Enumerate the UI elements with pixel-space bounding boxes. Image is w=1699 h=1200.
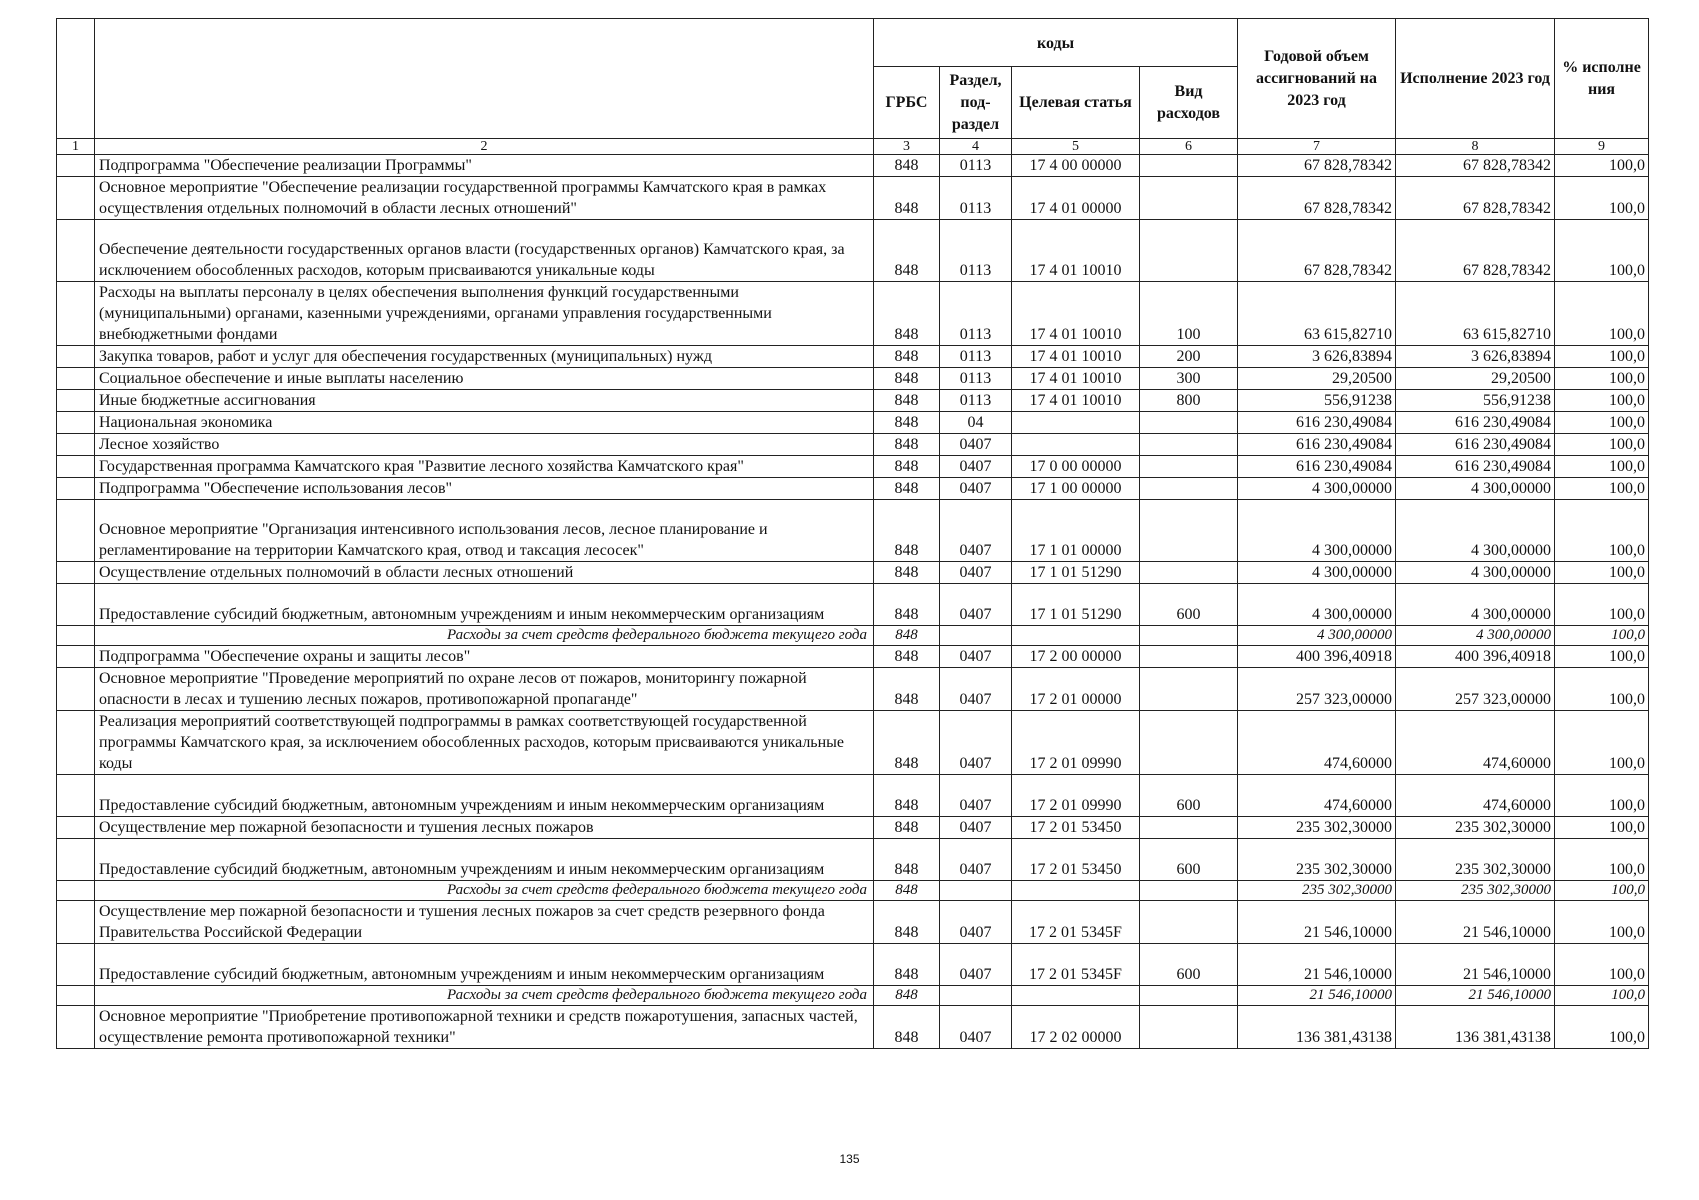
execution-percent: 100,0	[1555, 711, 1649, 775]
table-row	[57, 944, 1649, 986]
section-code: 0407	[940, 500, 1012, 562]
annual-amount: 474,60000	[1238, 711, 1396, 775]
annual-amount: 235 302,30000	[1238, 839, 1396, 881]
annual-amount: 4 300,00000	[1238, 478, 1396, 500]
section-code: 0113	[940, 155, 1012, 177]
annual-amount: 29,20500	[1238, 368, 1396, 390]
execution-amount: 4 300,00000	[1396, 626, 1555, 646]
grbs-code: 848	[874, 434, 940, 456]
item-name: Обеспечение деятельности государственных органов власти (государственных органов) Камчатского края, за исключением обособленных расходов, которым присваиваются уникальные коды	[95, 220, 874, 282]
item-name: Закупка товаров, работ и услуг для обеспечения государственных (муниципальных) нужд	[95, 346, 874, 368]
col-number: 6	[1140, 139, 1238, 155]
header-expense-type: Вид расходов	[1140, 67, 1238, 139]
expense-type-code: 200	[1140, 346, 1238, 368]
target-code: 17 2 01 53450	[1012, 839, 1140, 881]
expense-type-code: 600	[1140, 839, 1238, 881]
table-row	[57, 646, 1649, 668]
item-name: Основное мероприятие "Обеспечение реализации государственной программы Камчатского края в рамках осуществления отдельных полномочий в области лесных отношений"	[95, 177, 874, 220]
section-code: 0113	[940, 390, 1012, 412]
section-code: 0407	[940, 711, 1012, 775]
grbs-code: 848	[874, 944, 940, 986]
grbs-code: 848	[874, 668, 940, 711]
item-name: Лесное хозяйство	[95, 434, 874, 456]
execution-amount: 4 300,00000	[1396, 562, 1555, 584]
section-code: 0113	[940, 220, 1012, 282]
execution-amount: 400 396,40918	[1396, 646, 1555, 668]
table-row	[57, 1006, 1649, 1049]
section-code: 0407	[940, 584, 1012, 626]
section-code: 0407	[940, 646, 1012, 668]
execution-percent: 100,0	[1555, 562, 1649, 584]
table-row	[57, 584, 1649, 626]
row-index-cell	[57, 412, 95, 434]
section-code: 0113	[940, 368, 1012, 390]
row-index-cell	[57, 220, 95, 282]
grbs-code: 848	[874, 368, 940, 390]
execution-percent: 100,0	[1555, 390, 1649, 412]
expense-type-code: 600	[1140, 775, 1238, 817]
execution-percent: 100,0	[1555, 500, 1649, 562]
annual-amount: 235 302,30000	[1238, 881, 1396, 901]
row-index-cell	[57, 881, 95, 901]
target-code	[1012, 626, 1140, 646]
grbs-code: 848	[874, 390, 940, 412]
item-name: Реализация мероприятий соответствующей подпрограммы в рамках соответствующей государственной программы Камчатского края, за исключением обособленных расходов, которым присваиваются уникальные коды	[95, 711, 874, 775]
section-code: 0407	[940, 817, 1012, 839]
item-name: Социальное обеспечение и иные выплаты населению	[95, 368, 874, 390]
row-index-cell	[57, 390, 95, 412]
execution-percent: 100,0	[1555, 282, 1649, 346]
expense-type-code	[1140, 220, 1238, 282]
grbs-code: 848	[874, 901, 940, 944]
row-index-cell	[57, 562, 95, 584]
expense-type-code	[1140, 1006, 1238, 1049]
grbs-code: 848	[874, 986, 940, 1006]
target-code: 17 2 01 09990	[1012, 775, 1140, 817]
execution-percent: 100,0	[1555, 668, 1649, 711]
row-index-cell	[57, 646, 95, 668]
row-index-cell	[57, 626, 95, 646]
row-index-cell	[57, 434, 95, 456]
grbs-code: 848	[874, 412, 940, 434]
table-row	[57, 839, 1649, 881]
row-index-cell	[57, 944, 95, 986]
execution-amount: 235 302,30000	[1396, 817, 1555, 839]
execution-percent: 100,0	[1555, 155, 1649, 177]
execution-percent: 100,0	[1555, 626, 1649, 646]
row-index-cell	[57, 668, 95, 711]
table-row	[57, 155, 1649, 177]
table-header	[57, 19, 1649, 155]
grbs-code: 848	[874, 646, 940, 668]
execution-amount: 4 300,00000	[1396, 584, 1555, 626]
table-row	[57, 562, 1649, 584]
target-code: 17 2 01 53450	[1012, 817, 1140, 839]
execution-percent: 100,0	[1555, 944, 1649, 986]
execution-amount: 29,20500	[1396, 368, 1555, 390]
section-code	[940, 986, 1012, 1006]
row-index-cell	[57, 346, 95, 368]
table-row	[57, 711, 1649, 775]
section-code	[940, 881, 1012, 901]
annual-amount: 4 300,00000	[1238, 562, 1396, 584]
grbs-code: 848	[874, 562, 940, 584]
execution-percent: 100,0	[1555, 986, 1649, 1006]
item-name: Национальная экономика	[95, 412, 874, 434]
annual-amount: 21 546,10000	[1238, 986, 1396, 1006]
target-code: 17 2 01 5345F	[1012, 944, 1140, 986]
header-target: Целевая статья	[1012, 67, 1140, 139]
expense-type-code	[1140, 434, 1238, 456]
execution-amount: 67 828,78342	[1396, 220, 1555, 282]
annual-amount: 4 300,00000	[1238, 626, 1396, 646]
budget-table-sheet	[56, 18, 1649, 1049]
section-code: 0407	[940, 839, 1012, 881]
annual-amount: 63 615,82710	[1238, 282, 1396, 346]
annual-amount: 67 828,78342	[1238, 220, 1396, 282]
row-index-cell	[57, 500, 95, 562]
annual-amount: 400 396,40918	[1238, 646, 1396, 668]
grbs-code: 848	[874, 839, 940, 881]
target-code: 17 4 01 10010	[1012, 282, 1140, 346]
header-empty-name	[95, 19, 874, 139]
target-code	[1012, 434, 1140, 456]
section-code: 0407	[940, 434, 1012, 456]
expense-type-code	[1140, 456, 1238, 478]
execution-percent: 100,0	[1555, 220, 1649, 282]
expense-type-code: 300	[1140, 368, 1238, 390]
grbs-code: 848	[874, 282, 940, 346]
expense-type-code: 600	[1140, 944, 1238, 986]
header-grbs: ГРБС	[874, 67, 940, 139]
item-name: Государственная программа Камчатского края "Развитие лесного хозяйства Камчатского края"	[95, 456, 874, 478]
execution-amount: 67 828,78342	[1396, 177, 1555, 220]
execution-amount: 67 828,78342	[1396, 155, 1555, 177]
execution-amount: 556,91238	[1396, 390, 1555, 412]
target-code	[1012, 986, 1140, 1006]
execution-amount: 616 230,49084	[1396, 412, 1555, 434]
target-code: 17 2 01 09990	[1012, 711, 1140, 775]
grbs-code: 848	[874, 817, 940, 839]
item-name: Осуществление мер пожарной безопасности и тушения лесных пожаров за счет средств резервного фонда Правительства Российской Федерации	[95, 901, 874, 944]
target-code: 17 1 01 51290	[1012, 584, 1140, 626]
expense-type-code	[1140, 986, 1238, 1006]
item-name: Основное мероприятие "Организация интенсивного использования лесов, лесное планирование и регламентирование на территории Камчатского края, отвод и таксация лесосек"	[95, 500, 874, 562]
header-empty-num	[57, 19, 95, 139]
header-section: Раздел, под-раздел	[940, 67, 1012, 139]
target-code: 17 2 00 00000	[1012, 646, 1140, 668]
section-code: 0113	[940, 177, 1012, 220]
execution-percent: 100,0	[1555, 901, 1649, 944]
column-number-row	[57, 139, 1649, 155]
item-name: Предоставление субсидий бюджетным, автономным учреждениям и иным некоммерческим организациям	[95, 775, 874, 817]
target-code: 17 4 01 10010	[1012, 346, 1140, 368]
execution-amount: 4 300,00000	[1396, 478, 1555, 500]
col-number: 3	[874, 139, 940, 155]
row-index-cell	[57, 817, 95, 839]
row-index-cell	[57, 478, 95, 500]
grbs-code: 848	[874, 177, 940, 220]
item-name: Подпрограмма "Обеспечение реализации Программы"	[95, 155, 874, 177]
section-code: 0407	[940, 456, 1012, 478]
target-code: 17 2 02 00000	[1012, 1006, 1140, 1049]
expense-type-code	[1140, 668, 1238, 711]
table-row	[57, 901, 1649, 944]
table-row	[57, 668, 1649, 711]
grbs-code: 848	[874, 155, 940, 177]
section-code: 0407	[940, 1006, 1012, 1049]
annual-amount: 21 546,10000	[1238, 901, 1396, 944]
expense-type-code	[1140, 626, 1238, 646]
execution-percent: 100,0	[1555, 456, 1649, 478]
expense-type-code	[1140, 412, 1238, 434]
item-name: Подпрограмма "Обеспечение использования лесов"	[95, 478, 874, 500]
section-code: 0407	[940, 901, 1012, 944]
table-row	[57, 390, 1649, 412]
expense-type-code	[1140, 646, 1238, 668]
table-row	[57, 282, 1649, 346]
execution-percent: 100,0	[1555, 881, 1649, 901]
table-row	[57, 412, 1649, 434]
col-number: 9	[1555, 139, 1649, 155]
expense-type-code: 600	[1140, 584, 1238, 626]
section-code: 0113	[940, 346, 1012, 368]
execution-percent: 100,0	[1555, 346, 1649, 368]
execution-percent: 100,0	[1555, 412, 1649, 434]
section-code: 04	[940, 412, 1012, 434]
row-index-cell	[57, 155, 95, 177]
execution-amount: 474,60000	[1396, 775, 1555, 817]
target-code: 17 1 01 00000	[1012, 500, 1140, 562]
target-code: 17 0 00 00000	[1012, 456, 1140, 478]
item-name: Предоставление субсидий бюджетным, автономным учреждениям и иным некоммерческим организациям	[95, 944, 874, 986]
annual-amount: 616 230,49084	[1238, 456, 1396, 478]
row-index-cell	[57, 456, 95, 478]
row-index-cell	[57, 177, 95, 220]
target-code: 17 1 01 51290	[1012, 562, 1140, 584]
expense-type-code	[1140, 500, 1238, 562]
execution-percent: 100,0	[1555, 839, 1649, 881]
execution-amount: 21 546,10000	[1396, 944, 1555, 986]
annual-amount: 616 230,49084	[1238, 412, 1396, 434]
execution-amount: 616 230,49084	[1396, 456, 1555, 478]
execution-amount: 63 615,82710	[1396, 282, 1555, 346]
table-row	[57, 817, 1649, 839]
annual-amount: 136 381,43138	[1238, 1006, 1396, 1049]
expense-type-code	[1140, 562, 1238, 584]
federal-subtotal-row	[57, 881, 1649, 901]
execution-amount: 474,60000	[1396, 711, 1555, 775]
execution-percent: 100,0	[1555, 434, 1649, 456]
grbs-code: 848	[874, 1006, 940, 1049]
table-row	[57, 368, 1649, 390]
item-name: Расходы за счет средств федерального бюджета текущего года	[95, 626, 874, 646]
col-number: 5	[1012, 139, 1140, 155]
target-code: 17 4 00 00000	[1012, 155, 1140, 177]
grbs-code: 848	[874, 500, 940, 562]
execution-amount: 3 626,83894	[1396, 346, 1555, 368]
expense-type-code	[1140, 478, 1238, 500]
expense-type-code	[1140, 177, 1238, 220]
item-name: Подпрограмма "Обеспечение охраны и защиты лесов"	[95, 646, 874, 668]
section-code: 0407	[940, 668, 1012, 711]
header-percent: % исполне ния	[1555, 19, 1649, 139]
table-row	[57, 456, 1649, 478]
annual-amount: 67 828,78342	[1238, 177, 1396, 220]
item-name: Иные бюджетные ассигнования	[95, 390, 874, 412]
target-code: 17 2 01 5345F	[1012, 901, 1140, 944]
item-name: Осуществление мер пожарной безопасности и тушения лесных пожаров	[95, 817, 874, 839]
item-name: Основное мероприятие "Проведение мероприятий по охране лесов от пожаров, мониторингу пожарной опасности в лесах и тушению лесных пожаров, противопожарной пропаганде"	[95, 668, 874, 711]
row-index-cell	[57, 711, 95, 775]
expense-type-code	[1140, 155, 1238, 177]
table-row	[57, 220, 1649, 282]
table-row	[57, 434, 1649, 456]
target-code: 17 4 01 10010	[1012, 368, 1140, 390]
execution-amount: 235 302,30000	[1396, 839, 1555, 881]
header-execution: Исполнение 2023 год	[1396, 19, 1555, 139]
row-index-cell	[57, 1006, 95, 1049]
table-row	[57, 177, 1649, 220]
section-code: 0113	[940, 282, 1012, 346]
execution-percent: 100,0	[1555, 775, 1649, 817]
col-number: 2	[95, 139, 874, 155]
col-number: 7	[1238, 139, 1396, 155]
grbs-code: 848	[874, 711, 940, 775]
execution-amount: 235 302,30000	[1396, 881, 1555, 901]
item-name: Расходы на выплаты персоналу в целях обеспечения выполнения функций государственными (муниципальными) органами, казенными учреждениями, органами управления государственными внебюджетными фондами	[95, 282, 874, 346]
col-number: 1	[57, 139, 95, 155]
execution-amount: 257 323,00000	[1396, 668, 1555, 711]
table-row	[57, 775, 1649, 817]
expense-type-code: 100	[1140, 282, 1238, 346]
annual-amount: 235 302,30000	[1238, 817, 1396, 839]
item-name: Предоставление субсидий бюджетным, автономным учреждениям и иным некоммерческим организациям	[95, 839, 874, 881]
annual-amount: 616 230,49084	[1238, 434, 1396, 456]
execution-percent: 100,0	[1555, 177, 1649, 220]
target-code: 17 1 00 00000	[1012, 478, 1140, 500]
annual-amount: 3 626,83894	[1238, 346, 1396, 368]
table-row	[57, 478, 1649, 500]
target-code: 17 4 01 00000	[1012, 177, 1140, 220]
header-codes: коды	[874, 19, 1238, 67]
section-code: 0407	[940, 478, 1012, 500]
federal-subtotal-row	[57, 626, 1649, 646]
row-index-cell	[57, 282, 95, 346]
target-code: 17 2 01 00000	[1012, 668, 1140, 711]
grbs-code: 848	[874, 584, 940, 626]
target-code: 17 4 01 10010	[1012, 390, 1140, 412]
expense-type-code	[1140, 881, 1238, 901]
col-number: 4	[940, 139, 1012, 155]
annual-amount: 474,60000	[1238, 775, 1396, 817]
annual-amount: 67 828,78342	[1238, 155, 1396, 177]
expense-type-code: 800	[1140, 390, 1238, 412]
row-index-cell	[57, 901, 95, 944]
row-index-cell	[57, 368, 95, 390]
annual-amount: 4 300,00000	[1238, 500, 1396, 562]
grbs-code: 848	[874, 220, 940, 282]
execution-percent: 100,0	[1555, 584, 1649, 626]
execution-amount: 136 381,43138	[1396, 1006, 1555, 1049]
target-code	[1012, 881, 1140, 901]
execution-percent: 100,0	[1555, 368, 1649, 390]
item-name: Осуществление отдельных полномочий в области лесных отношений	[95, 562, 874, 584]
item-name: Расходы за счет средств федерального бюджета текущего года	[95, 881, 874, 901]
execution-percent: 100,0	[1555, 646, 1649, 668]
header-annual: Годовой объем ассигнований на 2023 год	[1238, 19, 1396, 139]
table-row	[57, 500, 1649, 562]
row-index-cell	[57, 986, 95, 1006]
grbs-code: 848	[874, 456, 940, 478]
expense-type-code	[1140, 817, 1238, 839]
section-code	[940, 626, 1012, 646]
execution-percent: 100,0	[1555, 817, 1649, 839]
grbs-code: 848	[874, 881, 940, 901]
annual-amount: 21 546,10000	[1238, 944, 1396, 986]
col-number: 8	[1396, 139, 1555, 155]
row-index-cell	[57, 584, 95, 626]
section-code: 0407	[940, 944, 1012, 986]
target-code	[1012, 412, 1140, 434]
grbs-code: 848	[874, 346, 940, 368]
page-number: 135	[839, 1152, 860, 1166]
execution-amount: 21 546,10000	[1396, 901, 1555, 944]
budget-execution-table	[56, 18, 1649, 1049]
annual-amount: 556,91238	[1238, 390, 1396, 412]
item-name: Основное мероприятие "Приобретение противопожарной техники и средств пожаротушения, запасных частей, осуществление ремонта противопожарной техники"	[95, 1006, 874, 1049]
item-name: Предоставление субсидий бюджетным, автономным учреждениям и иным некоммерческим организациям	[95, 584, 874, 626]
table-body	[57, 155, 1649, 1049]
row-index-cell	[57, 839, 95, 881]
annual-amount: 4 300,00000	[1238, 584, 1396, 626]
execution-amount: 616 230,49084	[1396, 434, 1555, 456]
grbs-code: 848	[874, 626, 940, 646]
row-index-cell	[57, 775, 95, 817]
section-code: 0407	[940, 562, 1012, 584]
execution-percent: 100,0	[1555, 478, 1649, 500]
execution-percent: 100,0	[1555, 1006, 1649, 1049]
federal-subtotal-row	[57, 986, 1649, 1006]
item-name: Расходы за счет средств федерального бюджета текущего года	[95, 986, 874, 1006]
grbs-code: 848	[874, 478, 940, 500]
grbs-code: 848	[874, 775, 940, 817]
section-code: 0407	[940, 775, 1012, 817]
expense-type-code	[1140, 901, 1238, 944]
target-code: 17 4 01 10010	[1012, 220, 1140, 282]
expense-type-code	[1140, 711, 1238, 775]
table-row	[57, 346, 1649, 368]
execution-amount: 4 300,00000	[1396, 500, 1555, 562]
annual-amount: 257 323,00000	[1238, 668, 1396, 711]
execution-amount: 21 546,10000	[1396, 986, 1555, 1006]
